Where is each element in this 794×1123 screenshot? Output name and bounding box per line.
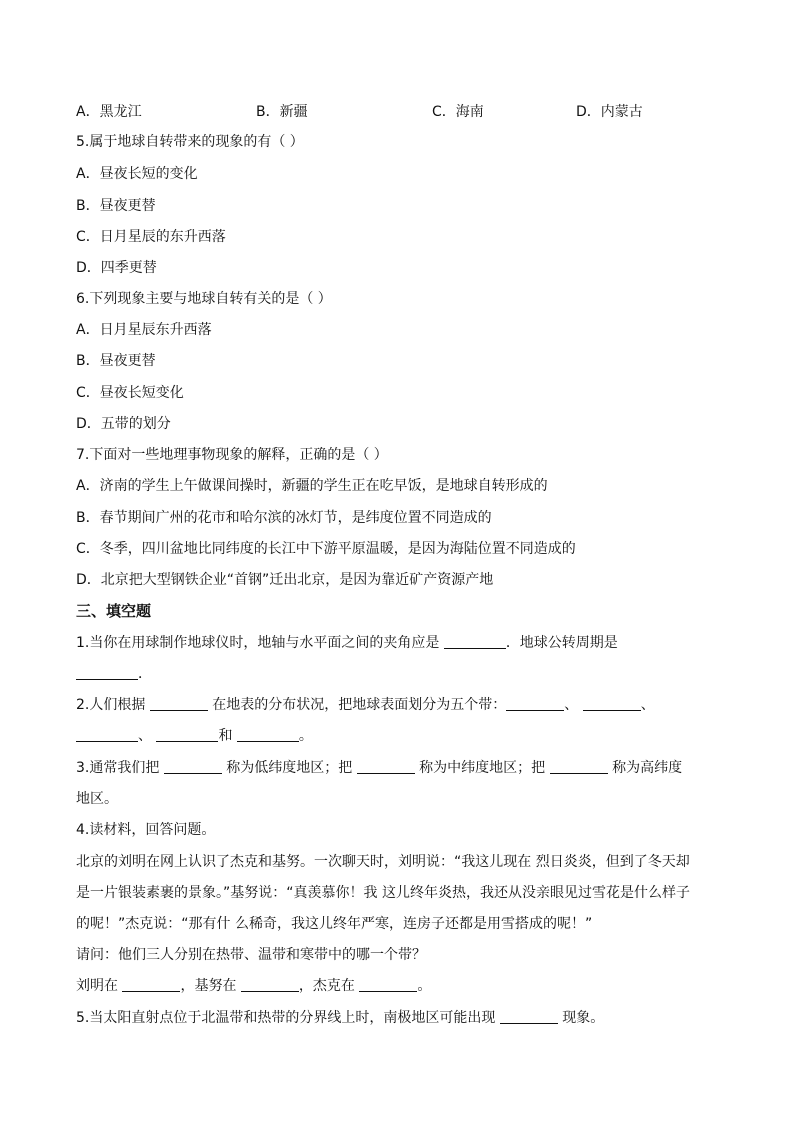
section-heading: 三、填空题 [76,602,152,620]
fill-q5-text-b: 现象。 [557,1010,605,1026]
fill-q4-stem: 4.读材料，回答问题。 [76,822,216,838]
fill-q2-text-d: 、 [640,697,655,713]
fill-q1-line2 [76,664,152,684]
answer-blank [550,759,608,774]
fill-q2-line1 [76,695,655,715]
fill-q1-line1 [76,633,618,653]
answer-blank [156,727,218,742]
answer-blank [76,727,138,742]
fill-q5-line [76,1008,604,1028]
q6-stem: 6.下列现象主要与地球自转有关的是（ ） [76,291,332,307]
q5-stem: 5.属于地球自转带来的现象的有（ ） [76,134,304,150]
q5-option-b: B．昼夜更替 [76,198,156,214]
fill-q1-text-b: ．地球公转周期是 [505,635,618,651]
q4-option-c: C．海南 [432,104,484,120]
fill-q4-paragraph-1: 北京的刘明在网上认识了杰克和基努。一次聊天时，刘明说：“我这儿现在 烈日炎炎，但到了冬天却 [76,854,690,870]
answer-blank [583,696,641,711]
q6-option-b: B．昼夜更替 [76,353,156,369]
answer-blank [357,759,415,774]
fill-q2-text-c: 、 [564,697,579,713]
answer-blank [237,727,299,742]
fill-q3-text-a: 3.通常我们把 [76,760,164,776]
fill-q2-line2 [76,726,313,746]
answer-blank [164,759,222,774]
fill-q3-text-b: 称为低纬度地区；把 [221,760,357,776]
fill-q4-ans-a: 刘明在 [76,978,123,994]
fill-q3-line2: 地区。 [76,791,118,807]
fill-q1-text-c: ． [138,666,152,682]
answer-blank [500,1009,558,1024]
fill-q3-text-c: 称为中纬度地区；把 [414,760,550,776]
answer-blank [241,977,299,992]
q4-option-b: B．新疆 [256,104,308,120]
q7-option-b: B．春节期间广州的花市和哈尔滨的冰灯节，是纬度位置不同造成的 [76,510,492,526]
q5-option-d: D．四季更替 [76,260,157,276]
fill-q3-line1 [76,758,682,778]
answer-blank [506,696,564,711]
fill-q4-ans-c: ，杰克在 [298,978,360,994]
fill-q3-text-d: 称为高纬度 [607,760,683,776]
answer-blank [150,696,208,711]
fill-q2-text-e: 、 [138,728,152,744]
fill-q5-text-a: 5.当太阳直射点位于北温带和热带的分界线上时，南极地区可能出现 [76,1010,500,1026]
fill-q4-paragraph-2: 是一片银装素裹的景象。”基努说：“真羡慕你！我 这儿终年炎热，我还从没亲眼见过雪花是什么样子 [76,885,690,901]
fill-q2-text-g: 。 [298,728,313,744]
answer-blank [359,977,417,992]
q4-option-a: A．黑龙江 [76,104,142,120]
q7-option-d: D．北京把大型钢铁企业“首钢”迁出北京，是因为靠近矿产资源产地 [76,572,494,588]
fill-q2-text-a: 2.人们根据 [76,697,150,713]
q5-option-a: A．昼夜长短的变化 [76,166,198,182]
fill-q4-ans-d: 。 [417,978,432,994]
answer-blank [122,977,180,992]
q6-option-c: C．昼夜长短变化 [76,385,184,401]
q6-option-d: D．五带的划分 [76,416,171,432]
answer-blank [76,665,138,680]
answer-blank [444,634,506,649]
q7-option-c: C．冬季，四川盆地比同纬度的长江中下游平原温暖，是因为海陆位置不同造成的 [76,541,576,557]
fill-q2-text-b: 在地表的分布状况，把地球表面划分为五个带： [207,697,507,713]
fill-q4-ans-b: ，基努在 [180,978,241,994]
fill-q4-answer-line [76,976,431,996]
fill-q4-paragraph-3: 的呢！”杰克说：“那有什 么稀奇，我这儿终年严寒，连房子还都是用雪搭成的呢！” [76,916,593,932]
fill-q2-text-f: 和 [218,728,233,744]
q6-option-a: A．日月星辰东升西落 [76,322,212,338]
fill-q1-text-a: 1.当你在用球制作地球仪时，地轴与水平面之间的夹角应是 [76,635,444,651]
q7-option-a: A．济南的学生上午做课间操时，新疆的学生正在吃早饭，是地球自转形成的 [76,478,548,494]
q7-stem: 7.下面对一些地理事物现象的解释，正确的是（ ） [76,447,388,463]
q4-option-d: D．内蒙古 [576,104,643,120]
fill-q4-question: 请问：他们三人分别在热带、温带和寒带中的哪一个带？ [76,947,426,963]
q5-option-c: C．日月星辰的东升西落 [76,229,226,245]
